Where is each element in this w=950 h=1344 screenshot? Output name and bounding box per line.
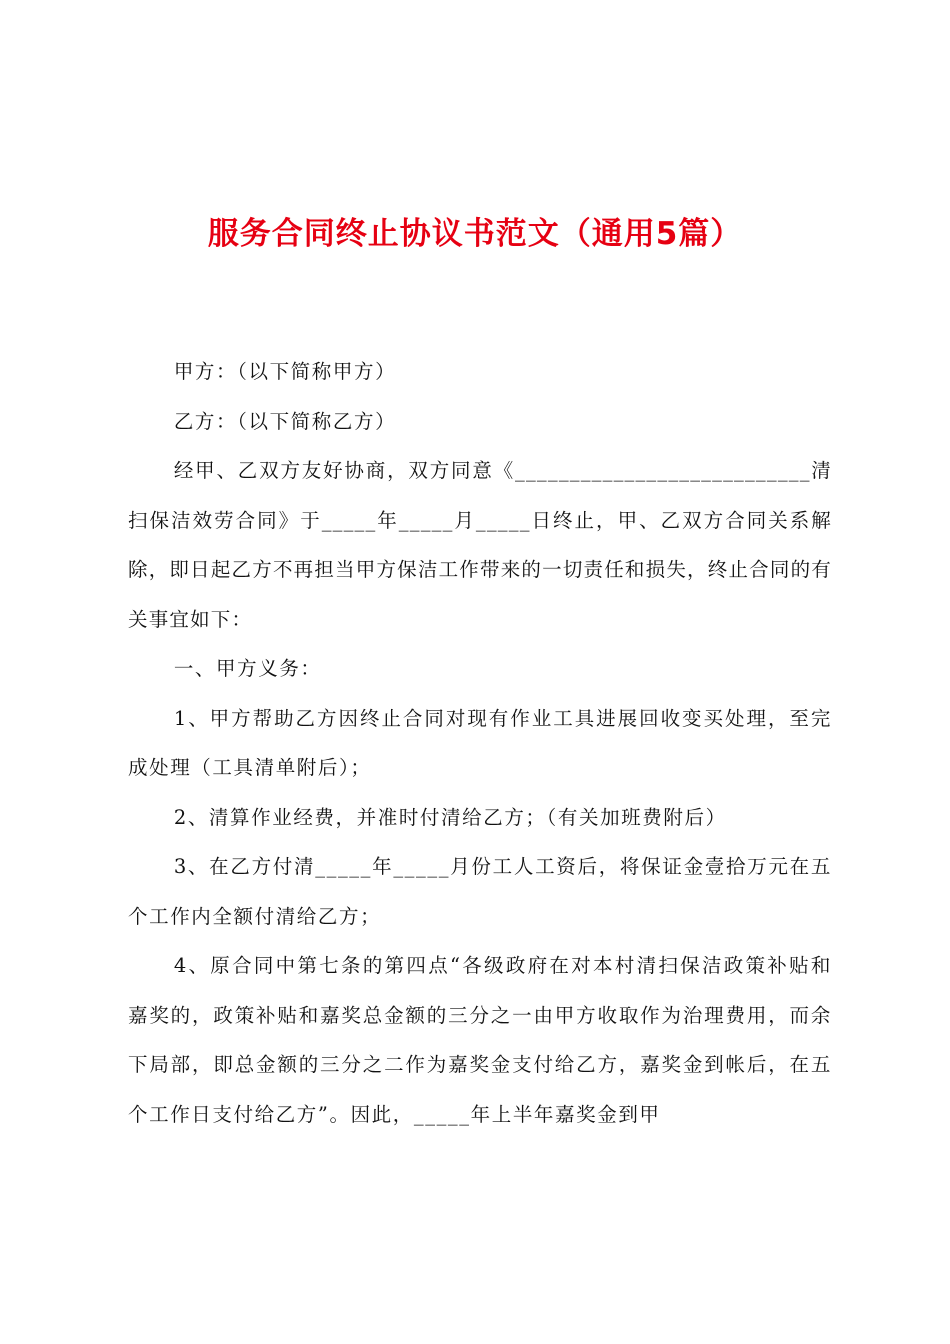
paragraph-termination-agreement: 经甲、乙双方友好协商，双方同意《___________________________清扫保洁效劳合同》于_____年_____月_____日终止，甲、乙双方合同关系解除，即日起乙方不再担当甲方保洁工作带来的一切责任和损失，终止合同的有关事宜如下： [128,459,832,631]
paragraph-party-b: 乙方：（以下简称乙方） [173,409,397,433]
document-title: 服务合同终止协议书范文（通用5篇） [207,216,743,252]
document-body [128,347,832,1139]
paragraph-obligation-1: 1、甲方帮助乙方因终止合同对现有作业工具进展回收变买处理，至完成处理（工具清单附后）； [128,706,832,779]
paragraph-obligation-3: 3、在乙方付清_____年_____月份工人工资后，将保证金壹拾万元在五个工作内全额付清给乙方； [128,855,832,928]
paragraph-obligation-2: 2、清算作业经费，并准时付清给乙方；（有关加班费附后） [173,805,727,829]
paragraph-obligation-4: 4、原合同中第七条的第四点“各级政府在对本村清扫保洁政策补贴和嘉奖的，政策补贴和嘉奖总金额的三分之一由甲方收取作为治理费用，而余下局部，即总金额的三分之二作为嘉奖金支付给乙方，嘉奖金到帐后，在五个工作日支付给乙方”。因此，_____年上半年嘉奖金到甲 [128,954,832,1126]
paragraph-section-heading-party-a-obligations: 一、甲方义务： [173,657,322,680]
paragraph-party-a: 甲方：（以下简称甲方） [173,360,397,383]
